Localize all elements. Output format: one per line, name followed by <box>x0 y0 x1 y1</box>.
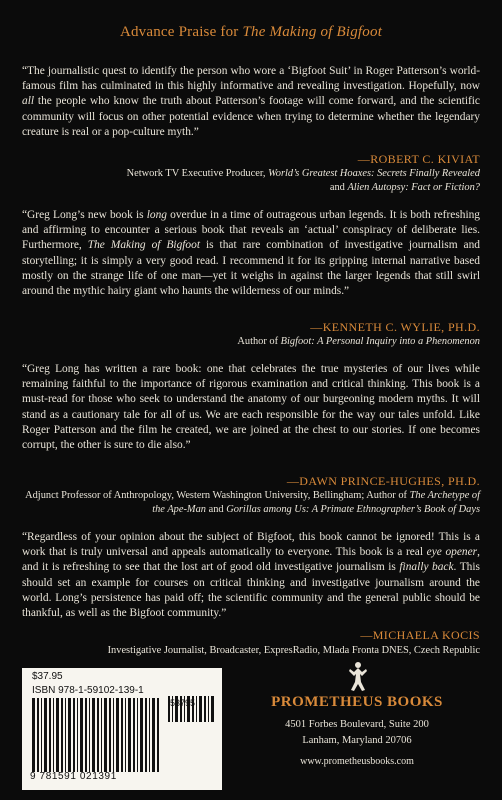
publisher-url: www.prometheusbooks.com <box>300 756 414 767</box>
publisher-address-line1: 4501 Forbes Boulevard, Suite 200 <box>285 719 429 730</box>
ean-barcode <box>32 698 160 772</box>
attribution-name-kiviat: —ROBERT C. KIVIAT <box>357 152 480 166</box>
quote-prince-hughes: “Greg Long has written a rare book: one that celebrates the true mysteries of our lives while remaining faithful to the importance of rigorous examination and critical thinking. This book is a must-read for those who seek to understand the anatomy of our burgeoning modern myths. It will stand as a cautionary tale for all of us. We are each responsible for the way our tales unfold. Like Roger Patterson and the film he created, we are joined at the chest to our stories. If one becomes corrupt, the other is sure to die also.” <box>22 363 480 452</box>
barcode-panel <box>22 668 222 790</box>
publisher-address-line2: Lanham, Maryland 20706 <box>302 735 412 746</box>
ean-number: 9 781591 021391 <box>30 771 117 782</box>
attribution-role-wylie: Author of Bigfoot: A Personal Inquiry into a Phenomenon <box>237 336 480 347</box>
heading-prefix: Advance Praise for <box>119 24 243 40</box>
quote-kiviat: “The journalistic quest to identify the person who wore a ‘Bigfoot Suit’ in Roger Patterson’s world-famous film has culminated in this highly informative and revealing investigation. Hopefully, now all the people who know the truth about Patterson’s footage will come forward, and the scientific community will focus on other potential evidence when trying to determine whether the legendary creature is real or a pop-culture myth.” <box>22 65 480 138</box>
price-label: $37.95 <box>32 671 63 682</box>
attribution-name-wylie: —KENNETH C. WYLIE, PH.D. <box>310 320 480 334</box>
isbn-label: ISBN 978-1-59102-139-1 <box>32 685 144 696</box>
attribution-name-prince-hughes: —DAWN PRINCE-HUGHES, PH.D. <box>286 474 480 488</box>
addon-number: 53795 <box>170 698 196 708</box>
prometheus-logo-icon <box>340 660 376 692</box>
praise-heading <box>0 24 502 41</box>
attribution-role-prince-hughes: Adjunct Professor of Anthropology, Western Washington University, Bellingham; Author of The Archetype of the Ape-Man and Gorillas among Us: A Primate Ethnographer’s Book of Days <box>25 490 480 515</box>
quote-kocis: “Regardless of your opinion about the subject of Bigfoot, this book cannot be ignored! This is a work that is truly universal and appeals automatically to everyone. This book is a real eye opener, and it is refreshing to see that the lost art of good old investigative journalism is finally back. This should set an example for courses on critical thinking and investigative journalism around the world. Long’s persistence has paid off; the scientific community and the general public should be thankful, as well as the Bigfoot community.” <box>22 531 480 620</box>
attribution-role-kocis: Investigative Journalist, Broadcaster, ExpresRadio, Mlada Fronta DNES, Czech Republic <box>107 645 480 656</box>
publisher-name: PROMETHEUS BOOKS <box>271 694 443 710</box>
attribution-role-kiviat: Network TV Executive Producer, World’s Greatest Hoaxes: Secrets Finally Revealed and Alien Autopsy: Fact or Fiction? <box>126 168 480 193</box>
attribution-name-kocis: —MICHAELA KOCIS <box>360 628 480 642</box>
quote-wylie: “Greg Long’s new book is long overdue in a time of outrageous urban legends. It is both refreshing and affirming to encounter a serious book that reveals an ‘actual’ conspiracy of deliberate lies. Furthermore, The Making of Bigfoot is that rare combination of investigative journalism and storytelling; it is simply a very good read. I recommend it for its gripping internal narrative based mostly on the strange life of one man—yet it weighs in against the larger legends that still swirl around the mythic hairy giant who haunts the wilderness of our minds.” <box>22 209 480 298</box>
heading-book-title: The Making of Bigfoot <box>242 24 383 40</box>
